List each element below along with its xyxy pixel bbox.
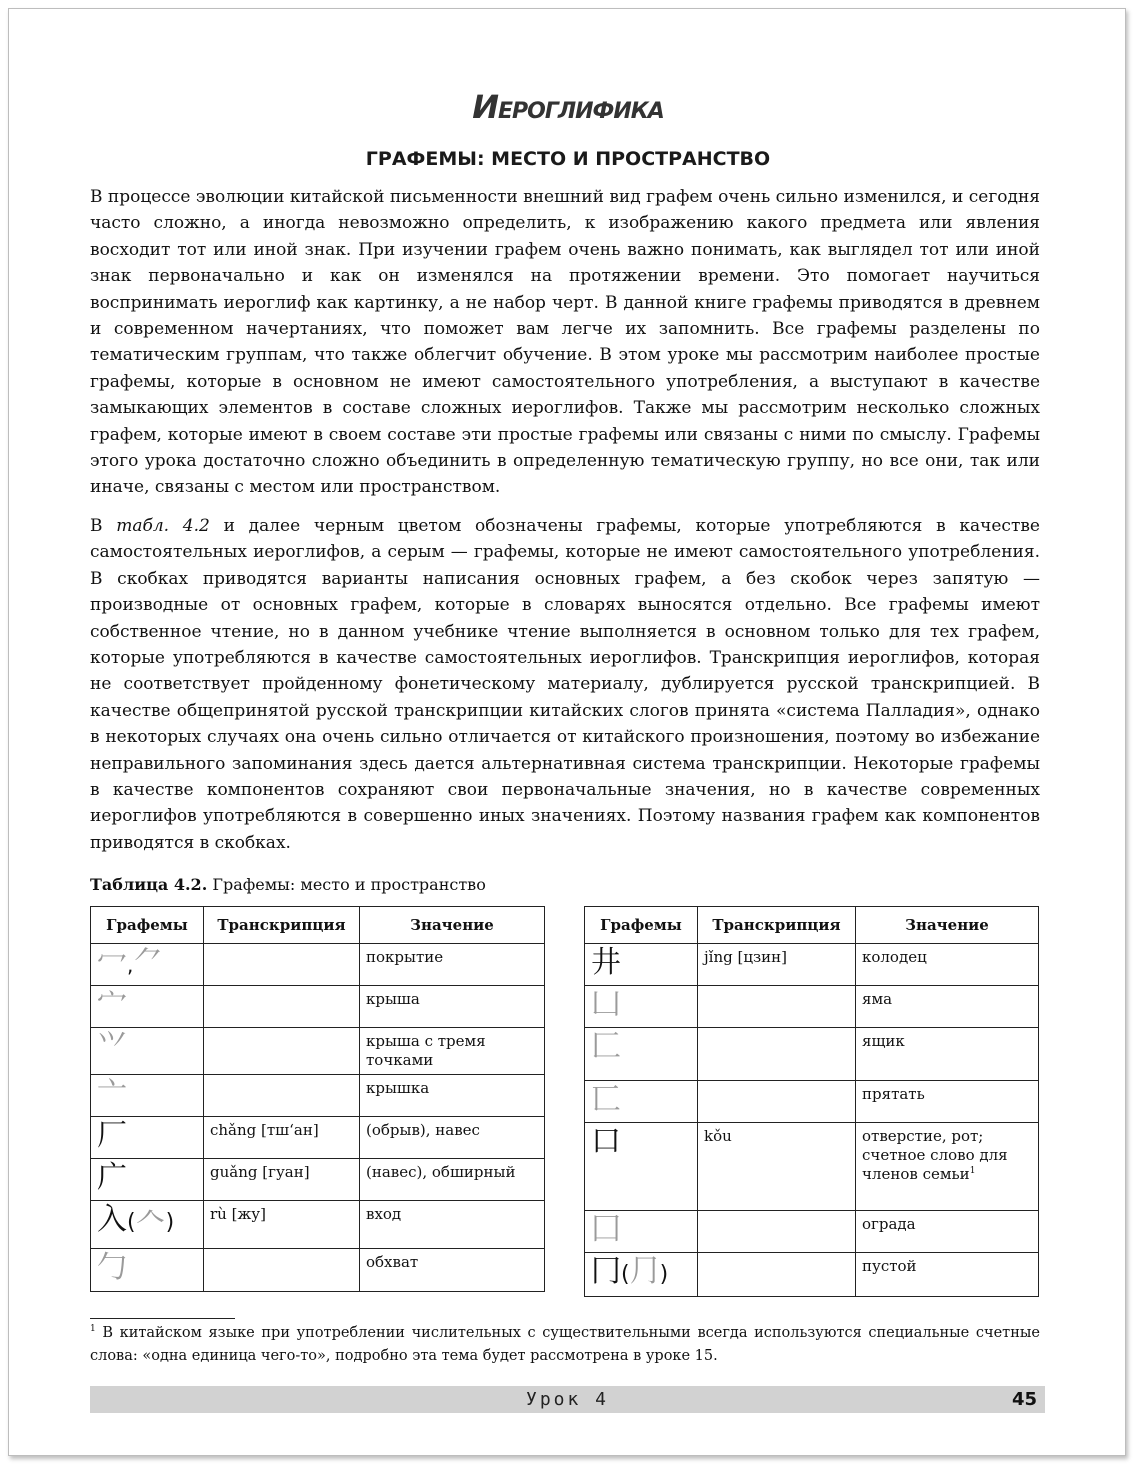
grapheme-cell: [91, 1201, 204, 1249]
header-meaning: Значение: [856, 907, 1039, 944]
table-row: [91, 1028, 545, 1075]
meaning-text: отверстие, рот; счетное слово для членов семьи: [862, 1127, 1008, 1183]
table-row: [585, 944, 1039, 986]
grapheme-cell: 匸: [585, 1081, 698, 1123]
grapheme-cell: ⺍: [91, 1028, 204, 1075]
footnote: [90, 1322, 1040, 1368]
meaning-cell: обхват: [360, 1249, 545, 1292]
grapheme-glyph: 冂: [591, 1254, 621, 1289]
page-footer: [90, 1386, 1045, 1413]
header-transcription: Транскрипция: [698, 907, 856, 944]
grapheme-cell: 口: [585, 1123, 698, 1211]
meaning-cell: ограда: [856, 1211, 1039, 1253]
variant-close-paren: ): [659, 1262, 669, 1287]
meaning-cell: вход: [360, 1201, 545, 1249]
transcription-cell: [698, 1211, 856, 1253]
footnote-text: В китайском языке при употреблении числительных с существительными всегда используются специальные счетные слова: «одна единица чего-то», подробно эта тема будет рассмотрена в уроке 15.: [90, 1325, 1040, 1364]
table-header-row: [91, 907, 545, 944]
footnote-marker: 1: [969, 1166, 976, 1176]
table-row: [91, 944, 545, 986]
table-row: [585, 1211, 1039, 1253]
page-number: 45: [1011, 1389, 1037, 1410]
header-meaning: Значение: [360, 907, 545, 944]
grapheme-cell: 匚: [585, 1028, 698, 1081]
table-caption: [90, 875, 486, 894]
variant-open-paren: (: [621, 1262, 630, 1287]
grapheme-cell: 宀: [91, 986, 204, 1028]
variant-close-paren: ): [165, 1210, 175, 1235]
table-row: [91, 1117, 545, 1159]
meaning-cell: пустой: [856, 1253, 1039, 1297]
grapheme-cell: 凵: [585, 986, 698, 1028]
paragraph-legend-lead: В: [90, 516, 117, 536]
transcription-cell: kǒu: [698, 1123, 856, 1211]
paragraph-legend: [90, 513, 1040, 856]
graphemes-table-left: [90, 906, 545, 1292]
header-graphemes: Графемы: [585, 907, 698, 944]
table-caption-label: Таблица 4.2.: [90, 875, 208, 894]
transcription-cell: [698, 1028, 856, 1081]
table-row: [91, 986, 545, 1028]
table-row: [91, 1201, 545, 1249]
table-row: [585, 1253, 1039, 1297]
transcription-cell: rù [жу]: [204, 1201, 360, 1249]
transcription-cell: jǐng [цзин]: [698, 944, 856, 986]
transcription-cell: [204, 1075, 360, 1117]
grapheme-cell: 厂: [91, 1117, 204, 1159]
grapheme-glyph-variant: ⺆: [629, 1254, 660, 1289]
grapheme-cell: 勹: [91, 1249, 204, 1292]
transcription-cell: [204, 986, 360, 1028]
grapheme-cell: [91, 944, 204, 986]
table-row: [585, 1081, 1039, 1123]
table-row: [91, 1075, 545, 1117]
transcription-cell: [698, 1081, 856, 1123]
meaning-cell: крыша: [360, 986, 545, 1028]
meaning-cell: колодец: [856, 944, 1039, 986]
footnote-divider: [90, 1318, 235, 1319]
footnote-number: 1: [90, 1324, 96, 1335]
transcription-cell: guǎng [гуан]: [204, 1159, 360, 1201]
meaning-cell: покрытие: [360, 944, 545, 986]
meaning-cell: ящик: [856, 1028, 1039, 1081]
table-row: [585, 986, 1039, 1028]
table-row: [91, 1159, 545, 1201]
paragraph-intro: В процессе эволюции китайской письменности внешний вид графем очень сильно изменился, и сегодня часто сложно, а иногда невозможно определить, к изображению какого предмета или явления восходит тот или иной знак. При изучении графем очень важно понимать, как выглядел тот или иной знак первоначально и как он изменялся на протяжении времени. Это помогает научиться воспринимать иероглиф как картинку, а не набор черт. В данной книге графемы приводятся в древнем и современном начертаниях, что поможет вам легче их запомнить. Все графемы разделены по тематическим группам, что также облегчит обучение. В этом уроке мы рассмотрим наиболее простые графемы, которые в основном не имеют самостоятельного употребления, а выступают в качестве замыкающих элементов в составе сложных иероглифов. Также мы рассмотрим несколько сложных графем, которые имеют в своем составе эти простые графемы или связаны с ними по смыслу. Графемы этого урока достаточно сложно объединить в определенную тематическую группу, но все они, так или иначе, связаны с местом или пространством.: [90, 187, 1040, 498]
table-caption-text: Графемы: место и пространство: [207, 875, 486, 894]
graphemes-table-right: [584, 906, 1039, 1297]
transcription-cell: [204, 1028, 360, 1075]
meaning-cell: [856, 1123, 1039, 1211]
table-row: [91, 1249, 545, 1292]
transcription-cell: [698, 1253, 856, 1297]
grapheme-cell: 广: [91, 1159, 204, 1201]
grapheme-cell: [585, 1253, 698, 1297]
table-row: [585, 1123, 1039, 1211]
section-subtitle: ГРАФЕМЫ: МЕСТО И ПРОСТРАНСТВО: [365, 148, 771, 170]
transcription-cell: [698, 986, 856, 1028]
grapheme-glyph: 入: [97, 1202, 127, 1237]
grapheme-separator: ,: [127, 953, 134, 977]
meaning-cell: (навес), обширный: [360, 1159, 545, 1201]
meaning-cell: прятать: [856, 1081, 1039, 1123]
page-title: Иероглифика: [472, 88, 664, 126]
table-row: [585, 1028, 1039, 1081]
meaning-cell: крышка: [360, 1075, 545, 1117]
table-reference: табл. 4.2: [116, 516, 210, 536]
grapheme-cell: 井: [585, 944, 698, 986]
meaning-cell: крыша с тремя точками: [360, 1028, 545, 1075]
meaning-cell: яма: [856, 986, 1039, 1028]
variant-open-paren: (: [127, 1210, 136, 1235]
grapheme-cell: 亠: [91, 1075, 204, 1117]
footer-lesson-label: Урок 4: [525, 1389, 610, 1410]
transcription-cell: [204, 1249, 360, 1292]
grapheme-cell: 囗: [585, 1211, 698, 1253]
meaning-cell: (обрыв), навес: [360, 1117, 545, 1159]
grapheme-glyph-variant: ⺈: [133, 945, 164, 980]
header-transcription: Транскрипция: [204, 907, 360, 944]
transcription-cell: chǎng [тш‘ан]: [204, 1117, 360, 1159]
header-graphemes: Графемы: [91, 907, 204, 944]
grapheme-glyph: 冖: [97, 945, 127, 980]
paragraph-legend-rest: и далее черным цветом обозначены графемы, которые употребляются в качестве самостоятельных иероглифов, а серым — графемы, которые не имеют самостоятельного употребления. В скобках приводятся варианты написания основных графем, а без скобок через запятую — производные от основных графем, которые в словарях выносятся отдельно. Все графемы имеют собственное чтение, но в данном учебнике чтение выполняется в основном только для тех графем, которые употребляются в качестве самостоятельных иероглифов. Транскрипция иероглифов, которая не соответствует пройденному фонетическому материалу, дублируется русской транскрипцией. В качестве общепринятой русской транскрипции китайских слогов принята «система Палладия», однако в некоторых случаях она очень сильно отличается от китайского произношения, поэтому во избежание неправильного запоминания здесь дается альтернативная система транскрипции. Некоторые графемы в качестве компонентов сохраняют свои первоначальные значения, но в качестве современных иероглифов употребляются в совершенно иных значениях. Поэтому названия графем как компонентов приводятся в скобках.: [90, 516, 1040, 853]
transcription-cell: [204, 944, 360, 986]
table-header-row: [585, 907, 1039, 944]
grapheme-glyph-variant: 𠆢: [135, 1202, 166, 1237]
